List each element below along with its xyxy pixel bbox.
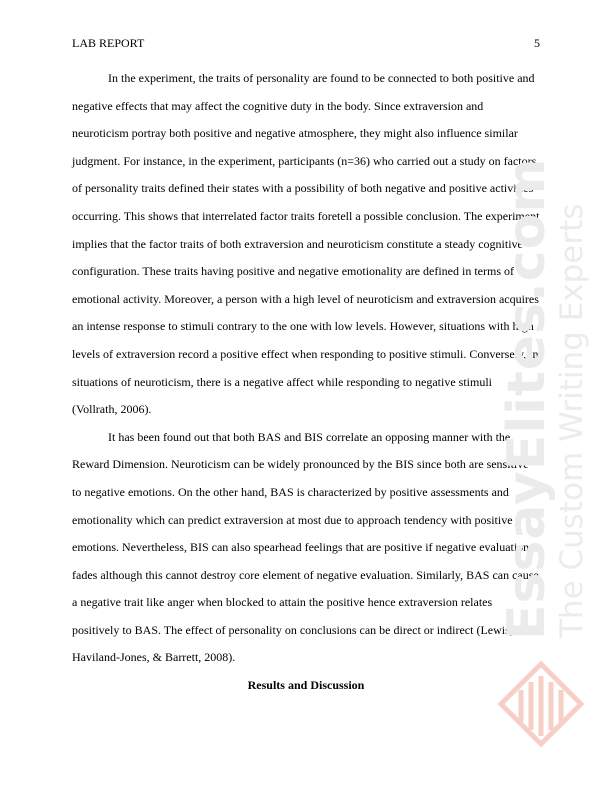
running-head: LAB REPORT (72, 36, 145, 50)
paragraph-2: It has been found out that both BAS and BIS correlate an opposing manner with the Reward Dimension. Neuroticism can be widely pronounced by the BIS since both are sensitive to negative emotions. On the other hand, BAS is characterized by positive assessments and emotionality which can predict extraversion at most due to approach tendency with positive emotions. Nevertheless, BIS can also spearhead feelings that are positive if negative evaluation fades although this cannot destroy core element of negative evaluation. Similarly, BAS can cause a negative trait like anger when blocked to attain the positive hence extraversion relates positively to BAS. The effect of personality on conclusions can be direct or indirect (Lewis, Haviland-Jones, & Barrett, 2008). (72, 429, 539, 665)
page-number: 5 (534, 36, 540, 50)
document-body (72, 65, 540, 700)
watermark-brand: EssayElites.com (497, 157, 557, 640)
paragraph-1: In the experiment, the traits of personality are found to be connected to both positive and negative effects that may affect the cognitive duty in the body. Since extraversion and neuroticism portray both positive and negative atmosphere, they might also influence similar judgment. For instance, in the experiment, participants (n=36) who carried out a study on factors of personality traits defined their states with a possibility of both negative and positive activities occurring. This shows that interrelated factor traits foretell a possible conclusion. The experiment implies that the factor traits of both extraversion and neuroticism constitute a steady cognitive configuration. These traits having positive and negative emotionality are defined in terms of emotional activity. Moreover, a person with a high level of neuroticism and extraversion acquires an intense response to stimuli contrary to the one with low levels. However, situations with high levels of extraversion record a positive effect when responding to positive stimuli. Conversely, in situations of neuroticism, there is a negative affect while responding to negative stimuli (Vollrath, 2006). (72, 71, 540, 417)
watermark-tagline: The Custom Writing Experts (554, 203, 590, 638)
section-heading: Results and Discussion (247, 678, 365, 693)
